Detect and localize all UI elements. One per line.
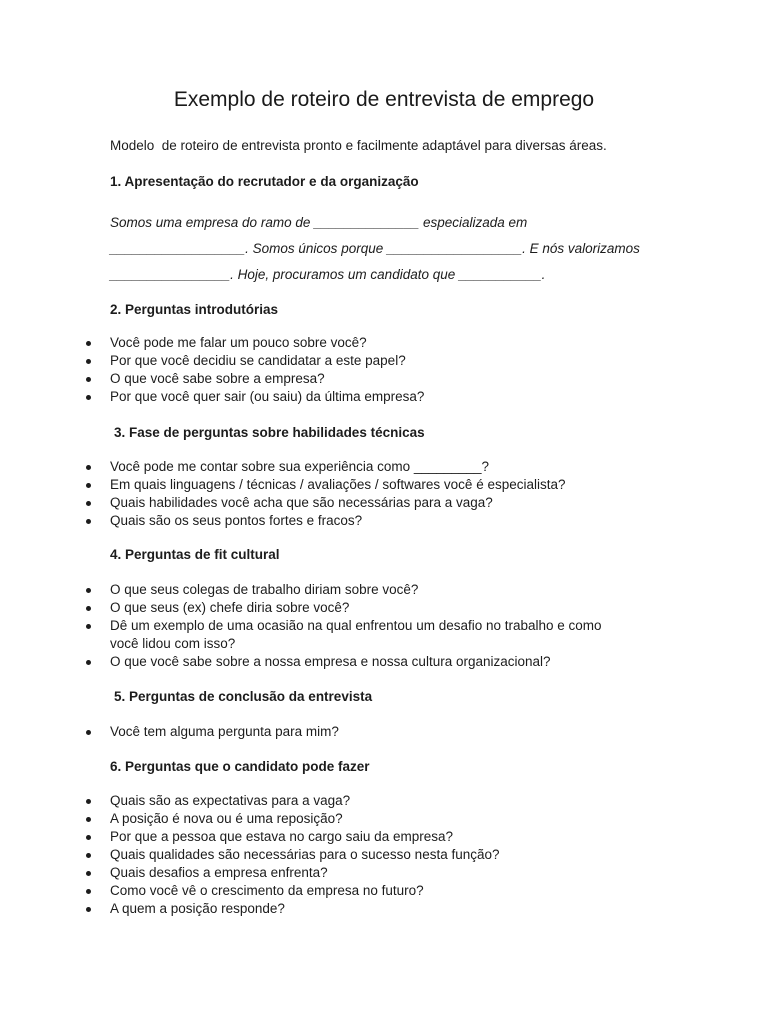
question-text: Você pode me falar um pouco sobre você? [110, 335, 367, 350]
document-title: Exemplo de roteiro de entrevista de emprego [173, 88, 595, 111]
bullet-icon [86, 341, 91, 346]
section-heading-1: 1. Apresentação do recrutador e da organização [110, 174, 419, 189]
question-text: A posição é nova ou é uma reposição? [110, 811, 343, 826]
bullet-icon [86, 483, 91, 488]
question-list [0, 792, 500, 918]
bullet-icon [86, 660, 91, 665]
section-heading-3: 3. Fase de perguntas sobre habilidades técnicas [114, 425, 425, 440]
question-text: Quais desafios a empresa enfrenta? [110, 865, 328, 880]
bullet-icon [86, 519, 91, 524]
bullet-icon [86, 588, 91, 593]
bullet-icon [86, 501, 91, 506]
question-item [0, 370, 424, 388]
question-item [0, 828, 500, 846]
bullet-icon [86, 889, 91, 894]
question-text: Você tem alguma pergunta para mim? [110, 724, 339, 739]
template-line: ________________. Hoje, procuramos um candidato que ___________. [110, 267, 546, 282]
bullet-icon [86, 871, 91, 876]
bullet-icon [86, 606, 91, 611]
question-item [0, 617, 615, 653]
question-text: O que você sabe sobre a nossa empresa e nossa cultura organizacional? [110, 654, 551, 669]
question-text: Quais habilidades você acha que são necessárias para a vaga? [110, 495, 493, 510]
bullet-icon [86, 817, 91, 822]
question-text: A quem a posição responde? [110, 901, 285, 916]
question-list [0, 334, 424, 406]
question-item [0, 458, 566, 476]
section-heading-5: 5. Perguntas de conclusão da entrevista [114, 689, 373, 704]
section-heading-6: 6. Perguntas que o candidato pode fazer [110, 759, 370, 774]
bullet-icon [86, 465, 91, 470]
question-text: Como você vê o crescimento da empresa no futuro? [110, 883, 424, 898]
question-item [0, 792, 500, 810]
intro-text: Modelo de roteiro de entrevista pronto e facilmente adaptável para diversas áreas. [110, 138, 607, 153]
question-item [0, 882, 500, 900]
question-item [0, 334, 424, 352]
question-text: O que seus (ex) chefe diria sobre você? [110, 600, 350, 615]
question-item [0, 352, 424, 370]
question-item [0, 723, 339, 741]
question-item [0, 810, 500, 828]
question-item [0, 494, 566, 512]
section-heading-2: 2. Perguntas introdutórias [110, 302, 279, 317]
question-item [0, 388, 424, 406]
template-line: Somos uma empresa do ramo de ______________ especializada em [110, 215, 528, 230]
section-heading-4: 4. Perguntas de fit cultural [110, 547, 280, 562]
question-item [0, 846, 500, 864]
template-line: __________________. Somos únicos porque __________________. E nós valorizamos [110, 241, 640, 256]
question-item [0, 512, 566, 530]
question-item [0, 653, 615, 671]
question-text: Quais qualidades são necessárias para o sucesso nesta função? [110, 847, 500, 862]
question-list [0, 723, 339, 741]
template-paragraph [110, 210, 640, 288]
bullet-icon [86, 359, 91, 364]
bullet-icon [86, 730, 91, 735]
bullet-icon [86, 395, 91, 400]
question-text: Quais são as expectativas para a vaga? [110, 793, 351, 808]
question-text: Por que a pessoa que estava no cargo saiu da empresa? [110, 829, 453, 844]
question-item [0, 599, 615, 617]
question-text: Por que você decidiu se candidatar a este papel? [110, 353, 406, 368]
bullet-icon [86, 853, 91, 858]
question-item [0, 864, 500, 882]
question-list [0, 458, 566, 530]
bullet-icon [86, 835, 91, 840]
question-item [0, 900, 500, 918]
question-text: O que você sabe sobre a empresa? [110, 371, 325, 386]
question-text: Por que você quer sair (ou saiu) da última empresa? [110, 389, 425, 404]
bullet-icon [86, 624, 91, 629]
question-item [0, 581, 615, 599]
bullet-icon [86, 907, 91, 912]
bullet-icon [86, 799, 91, 804]
question-item [0, 476, 566, 494]
question-text: Em quais linguagens / técnicas / avaliações / softwares você é especialista? [110, 477, 566, 492]
question-list [0, 581, 615, 671]
question-text: O que seus colegas de trabalho diriam sobre você? [110, 582, 419, 597]
question-text: Quais são os seus pontos fortes e fracos? [110, 513, 363, 528]
bullet-icon [86, 377, 91, 382]
question-text: Você pode me contar sobre sua experiência como _________? [110, 459, 490, 474]
question-text: Dê um exemplo de uma ocasião na qual enfrentou um desafio no trabalho e como você lidou com isso? [110, 618, 606, 651]
